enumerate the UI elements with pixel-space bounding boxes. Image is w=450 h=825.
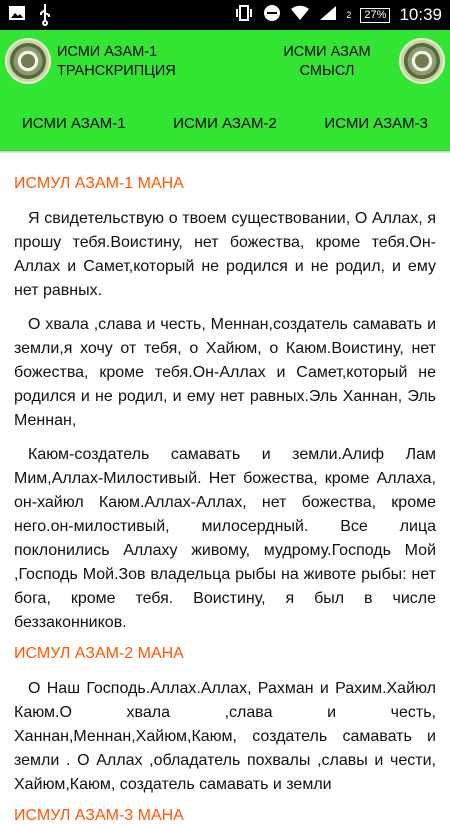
title-transcription[interactable]: ИСМИ АЗАМ-1 ТРАНСКРИПЦИЯ bbox=[57, 44, 176, 79]
status-bar bbox=[0, 0, 450, 30]
app-bar bbox=[0, 30, 450, 95]
paragraph-1-1: Я свидетельствую о твоем существовании, О Аллах, я прошу тебя.Воистину, нет божества, кроме тебя.Он-Аллах и Самет,который не родился и не родил, и ему нет равных. bbox=[14, 210, 436, 299]
section-title-2: ИСМУЛ АЗАМ-2 МАНА bbox=[14, 645, 184, 662]
paragraph-1-2: О хвала ,слава и честь, Меннан,создатель самавать и земли,я хочу от тебя, о Хайюм, о Каюм.Воистину, нет божества, кроме тебя.Он-Аллах и Самет,который не родился и не родил, и ему нет равных.Эль Ханнан, Эль Меннан, bbox=[14, 316, 436, 429]
logo-right bbox=[399, 38, 445, 84]
clock: 10:39 bbox=[399, 5, 442, 24]
image-icon bbox=[8, 5, 26, 25]
tab-bar bbox=[0, 95, 450, 151]
paragraph-1-3: Каюм-создатель самавать и земли.Алиф Лам Мим,Аллах-Милостивый. Нет божества, кроме Аллаха, он-хайюл Каюм.Аллах-Аллах, нет божества, кроме него.он-милостивый, милосердный. Все лица поклонились Аллаху живому, мудрому.Господь Мой ,Господь Мой.Зов владельца рыбы на животе рыбы: нет бога, кроме тебя. Воистину, я был в числе беззаконников. bbox=[14, 446, 436, 631]
section-title-1: ИСМУЛ АЗАМ-1 МАНА bbox=[14, 175, 184, 192]
battery-indicator: 27% bbox=[360, 8, 390, 23]
section-title-3: ИСМУЛ АЗАМ-3 МАНА bbox=[14, 807, 184, 824]
wifi-icon bbox=[290, 5, 310, 25]
tab-ismi-azam-2[interactable]: ИСМИ АЗАМ-2 bbox=[173, 114, 277, 132]
paragraph-2-1: О Наш Господь.Аллах.Аллах, Рахман и Рахим.Хайюл Каюм.О хвала ,слава и честь, Ханнан,Меннан,Хайюм,Каюм, создатель самавать и земли . О Аллах ,обладатель похвалы ,славы и чести, Хайюм,Каюм, создатель самавать и земли bbox=[14, 680, 436, 793]
logo-left bbox=[5, 38, 51, 84]
usb-icon bbox=[38, 3, 52, 27]
title-meaning[interactable]: ИСМИ АЗАМ СМЫСЛ bbox=[283, 44, 371, 79]
signal-icon bbox=[319, 5, 337, 25]
minus-icon bbox=[263, 4, 281, 26]
tab-ismi-azam-3[interactable]: ИСМИ АЗАМ-3 bbox=[324, 114, 428, 132]
signal-label: 2 bbox=[346, 10, 352, 20]
content-scroll-area[interactable] bbox=[0, 151, 450, 824]
tab-ismi-azam-1[interactable]: ИСМИ АЗАМ-1 bbox=[22, 114, 126, 132]
vibrate-icon bbox=[234, 5, 254, 25]
